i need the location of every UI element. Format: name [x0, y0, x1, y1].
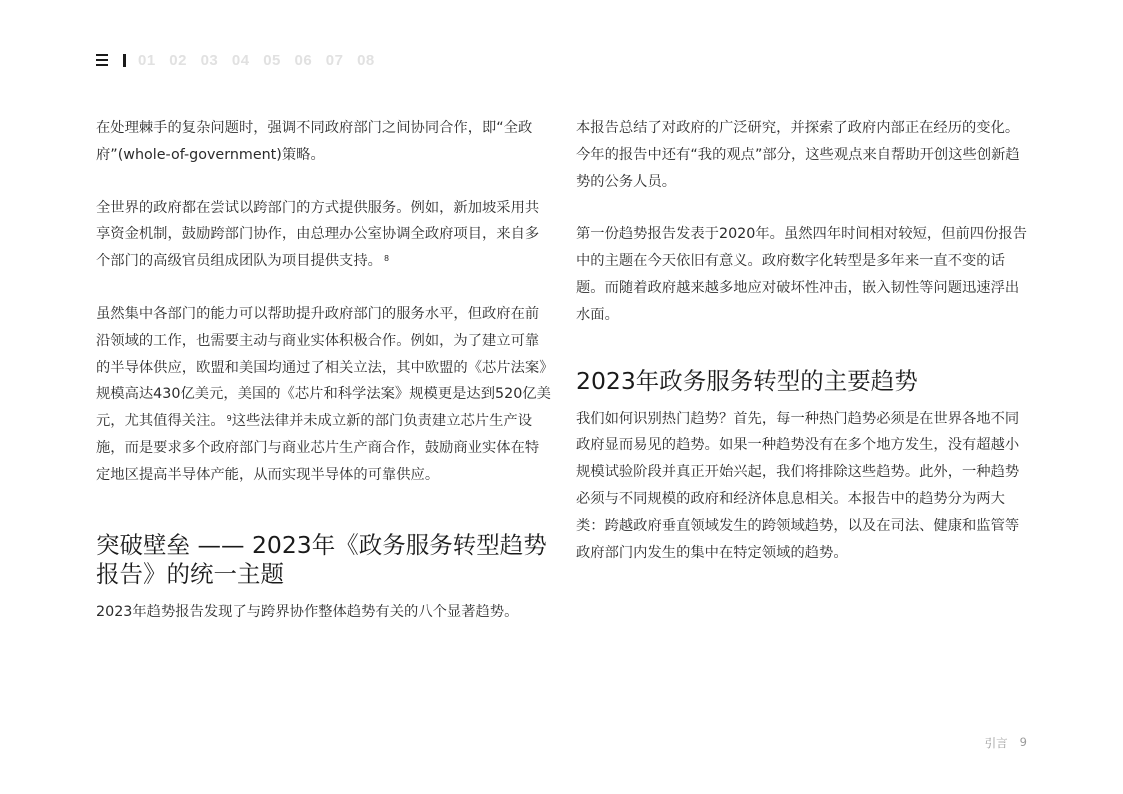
nav-section-01[interactable]: 01: [138, 51, 156, 69]
left-paragraph-3: [96, 301, 551, 489]
footnote-marker-9[interactable]: 9: [226, 414, 232, 424]
left-paragraph-3-rest: 这些法律并未成立新的部门负责建立芯片生产设施，而是要求多个政府部门与商业芯片生产商合作，鼓励商业实体在特定地区提高半导体产能，从而实现半导体的可靠供应。: [96, 413, 540, 483]
right-paragraph-2: 第一份趋势报告发表于2020年。虽然四年时间相对较短，但前四份报告中的主题在今天依旧有意义。政府数字化转型是多年来一直不变的话题。而随着政府越来越多地应对破坏性冲击，嵌入韧性等问题迅速浮出水面。: [576, 226, 1027, 323]
section-nav: [138, 52, 388, 69]
nav-section-05[interactable]: 05: [263, 51, 281, 69]
nav-section-07[interactable]: 07: [325, 51, 344, 69]
right-paragraph-1: 本报告总结了对政府的广泛研究，并探索了政府内部正在经历的变化。今年的报告中还有“我的观点”部分，这些观点来自帮助开创这些创新趋势的公务人员。: [576, 120, 1020, 190]
right-column: [576, 115, 1031, 566]
left-paragraph-2: [96, 195, 551, 275]
left-paragraph-1: 在处理棘手的复杂问题时，强调不同政府部门之间协同合作，即“全政府”(whole-of-government)策略。: [96, 120, 533, 163]
nav-section-04[interactable]: 04: [231, 51, 250, 69]
footer-section-label: 引言: [984, 736, 1008, 750]
nav-section-08[interactable]: 08: [357, 51, 375, 69]
menu-icon[interactable]: [96, 54, 108, 66]
left-column: [96, 115, 551, 625]
left-paragraph-4: 2023年趋势报告发现了与跨界协作整体趋势有关的八个显著趋势。: [96, 603, 519, 620]
section-heading-unified-theme: 突破壁垒 —— 2023年《政务服务转型趋势报告》的统一主题: [96, 530, 547, 588]
section-heading-main-trends: 2023年政务服务转型的主要趋势: [576, 366, 918, 395]
right-paragraph-3: 我们如何识别热门趋势？首先，每一种热门趋势必须是在世界各地不同政府显而易见的趋势。如果一种趋势没有在多个地方发生，没有超越小规模试验阶段并真正开始兴起，我们将排除这些趋势。此外，一种趋势必须与不同规模的政府和经济体息息相关。本报告中的趋势分为两大类：跨越政府垂直领域发生的跨领域趋势，以及在司法、健康和监管等政府部门内发生的集中在特定领域的趋势。: [576, 410, 1020, 561]
page-footer: [985, 735, 1027, 751]
page-number: 9: [1019, 735, 1027, 749]
nav-section-06[interactable]: 06: [294, 51, 313, 69]
footnote-marker-8[interactable]: 8: [383, 254, 390, 264]
nav-section-03[interactable]: 03: [200, 51, 219, 69]
nav-divider: [123, 54, 126, 67]
left-paragraph-2-text: 全世界的政府都在尝试以跨部门的方式提供服务。例如，新加坡采用共享资金机制，鼓励跨部门协作，由总理办公室协调全政府项目，来自多个部门的高级官员组成团队为项目提供支持。: [96, 199, 540, 270]
left-paragraph-3-text: 虽然集中各部门的能力可以帮助提升政府部门的服务水平，但政府在前沿领域的工作，也需要主动与商业实体积极合作。例如，为了建立可靠的半导体供应，欧盟和美国均通过了相关立法，其中欧盟的《芯片法案》规模高达430亿美元，美国的《芯片和科学法案》规模更是达到520亿美元，尤其值得关注。: [96, 305, 551, 430]
top-navigation: [96, 50, 388, 70]
nav-section-02[interactable]: 02: [169, 51, 187, 69]
